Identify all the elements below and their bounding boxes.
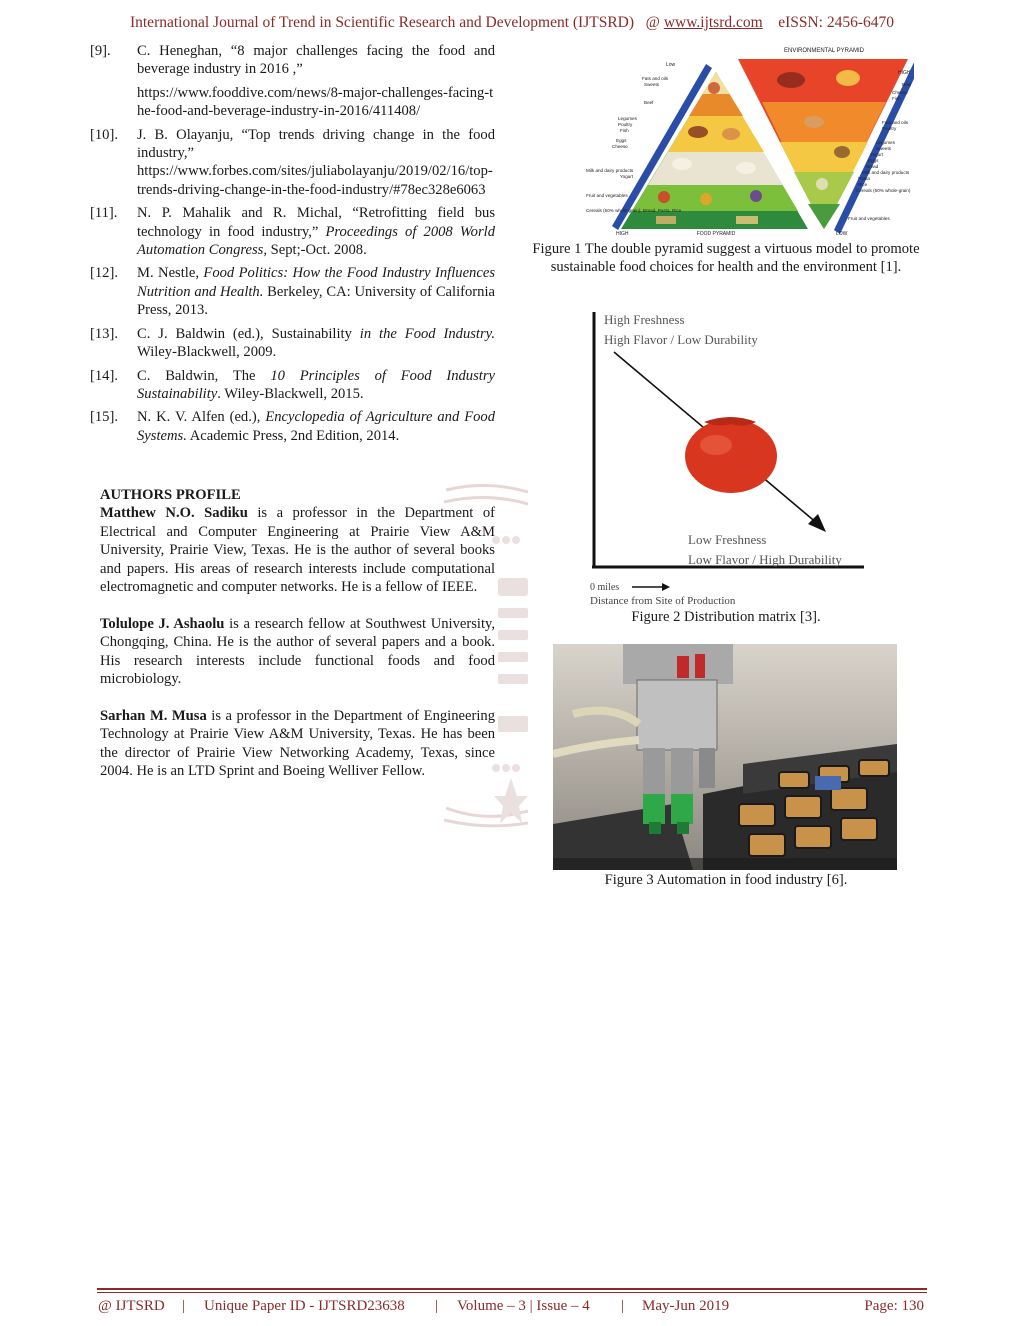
author-bio-text: is a research fellow at Southwest University, Chongqing, China. He is the author of several papers and a book. His research interests include functional foods and food microbiology. xyxy=(100,615,496,688)
pyramid-item-label: Fruit and vegetables xyxy=(586,193,628,198)
pyramid-item-label: Cheese xyxy=(892,90,908,95)
reference-text: Berkeley, CA: University of California Press, 2013. xyxy=(137,283,495,319)
env-pyramid-label: ENVIRONMENTAL PYRAMID xyxy=(783,48,865,54)
reference-title: in the Food Industry. xyxy=(359,325,495,342)
pyramid-item-label: Fats and oils xyxy=(882,120,909,125)
reference-title: Encyclopedia of Agriculture and Food Systems. xyxy=(137,409,495,444)
author-bio xyxy=(100,615,495,689)
reference-text: M. Nestle, xyxy=(137,265,204,282)
zero-miles-label: 0 miles xyxy=(590,582,620,593)
low-flavor-label: Low Flavor / High Durability xyxy=(688,552,842,567)
authors-profile xyxy=(100,486,495,799)
pyramid-item-label: Cheese xyxy=(612,144,628,149)
pyramid-item-label: Poultry xyxy=(618,122,633,127)
author-name: Sarhan M. Musa xyxy=(100,707,207,724)
reference-text: C. J. Baldwin (ed.), Sustainability xyxy=(137,325,360,342)
author-name: Matthew N.O. Sadiku xyxy=(100,505,248,522)
footer-paper-id: Unique Paper ID - IJTSRD23638 xyxy=(204,1298,405,1314)
reference-text: J. B. Olayanju, “Top trends driving change in the food industry,” xyxy=(137,126,495,162)
reference-text: Wiley-Blackwell, 2009. xyxy=(137,344,277,361)
reference-item xyxy=(90,126,495,200)
reference-text: . Wiley-Blackwell, 2015. xyxy=(217,385,364,402)
double-pyramid-figure xyxy=(586,44,914,237)
pyramid-item-label: Yogurt xyxy=(870,152,884,157)
eissn: eISSN: 2456-6470 xyxy=(778,14,895,31)
references-list xyxy=(90,42,495,450)
reference-title: Proceedings of 2008 World Automation Congress, xyxy=(137,223,495,259)
pyramid-item-label: Poultry xyxy=(882,126,897,131)
footer-rule xyxy=(97,1288,927,1290)
journal-url-link[interactable]: www.ijtsrd.com xyxy=(663,14,763,31)
reference-text: C. Heneghan, “8 major challenges facing the food and beverage industry in 2016 ,” xyxy=(137,43,495,78)
pyramid-item-label: Beef xyxy=(902,82,912,87)
pyramid-item-label: Sweets xyxy=(644,82,660,87)
footer-brand: @ IJTSRD xyxy=(98,1298,165,1314)
pyramid-item-label: Cereals (50% whole-grain) xyxy=(856,188,911,193)
author-bio-text: is a professor in the Department of Electrical and Computer Engineering at Prairie View A&M University, Prairie View, Texas. He is the author of several books and papers. His areas of research interests include computational electromagnetic and computer networks. He is a fellow of IEEE. xyxy=(100,505,495,596)
running-header xyxy=(0,14,1024,32)
reference-number: [10]. xyxy=(90,126,118,143)
pyramid-item-label: Fish xyxy=(620,128,629,133)
pyramid-item-label: Cereals (50% whole-grain), Bread, Pasta, Rice xyxy=(586,208,682,213)
author-bio xyxy=(100,504,495,596)
reference-number: [15]. xyxy=(90,409,118,426)
footer-rule-thin xyxy=(97,1292,927,1293)
reference-item xyxy=(90,264,495,319)
distance-axis-label: Distance from Site of Production xyxy=(590,595,736,606)
high-label: HIGH xyxy=(616,231,629,237)
footer-separator: | xyxy=(435,1298,439,1314)
reference-number: [13]. xyxy=(90,325,118,342)
pyramid-item-label: Fruit and vegetables xyxy=(848,216,890,221)
pyramid-item-label: Yogurt xyxy=(620,174,634,179)
pyramid-item-label: Rice xyxy=(858,182,868,187)
pyramid-item-label: Bread xyxy=(866,164,879,169)
reference-number: [9]. xyxy=(90,43,111,59)
reference-item xyxy=(90,204,495,259)
footer-date: May-Jun 2019 xyxy=(642,1298,730,1314)
reference-text: C. Baldwin, The xyxy=(137,367,271,384)
reference-item xyxy=(90,408,495,445)
footer-separator: | xyxy=(621,1298,625,1314)
pyramid-item-label: Legumes xyxy=(618,116,637,121)
at-sign: @ xyxy=(645,14,660,31)
reference-item xyxy=(90,42,495,121)
pyramid-item-label: Milk and dairy products xyxy=(862,170,910,175)
high-freshness-label: High Freshness xyxy=(604,312,685,327)
reference-link[interactable]: https://www.fooddive.com/news/8-major-challenges-facing-the-food-and-beverage-industry-in-2016/411408/ xyxy=(137,84,494,120)
pyramid-item-label: Legumes xyxy=(876,140,895,145)
reference-item xyxy=(90,367,495,404)
food-pyramid-label: FOOD PYRAMID xyxy=(696,231,736,237)
pyramid-item-label: Sweets xyxy=(876,146,892,151)
figure-2-caption: Figure 2 Distribution matrix [3]. xyxy=(631,609,821,625)
footer-volume: Volume – 3 | Issue – 4 xyxy=(457,1298,590,1314)
authors-heading: AUTHORS PROFILE xyxy=(100,487,241,503)
low-freshness-label: Low Freshness xyxy=(688,532,767,547)
pyramid-item-label: Pasta xyxy=(858,176,870,181)
reference-text: Academic Press, 2nd Edition, 2014. xyxy=(186,427,400,444)
pyramid-item-label: Fats and oils xyxy=(642,76,669,81)
reference-number: [12]. xyxy=(90,265,118,282)
distribution-matrix-figure xyxy=(586,310,876,606)
high-flavor-label: High Flavor / Low Durability xyxy=(604,332,758,347)
journal-name: International Journal of Trend in Scientific Research and Development (IJTSRD) xyxy=(129,14,635,31)
pyramid-item-label: Milk and dairy products xyxy=(586,168,634,173)
footer-separator: | xyxy=(182,1298,186,1314)
low-label: Low xyxy=(666,62,676,68)
reference-number: [14]. xyxy=(90,367,118,384)
pyramid-item-label: Eggs xyxy=(868,158,879,163)
pyramid-item-label: Beef xyxy=(644,100,654,105)
reference-item xyxy=(90,325,495,362)
author-bio xyxy=(100,707,495,781)
pyramid-item-label: Fish xyxy=(892,96,901,101)
author-bio-text: is a professor in the Department of Engineering Technology at Prairie View A&M University, Texas. He has been the director of Prairie View Networking Academy, Texas, since 2004. He is an LTD Sprint and Boeing Welliver Fellow. xyxy=(100,707,495,780)
low-label-bottom: LOW xyxy=(836,231,848,237)
figure-1-caption: Figure 1 The double pyramid suggest a virtuous model to promote sustainable food choices for health and the environment [1]. xyxy=(532,241,920,276)
footer-page-number: Page: 130 xyxy=(864,1298,924,1314)
high-label-top: HIGH xyxy=(898,70,911,76)
pyramid-item-label: Eggs xyxy=(616,138,627,143)
author-name: Tolulope J. Ashaolu xyxy=(100,615,225,632)
reference-link[interactable]: https://www.forbes.com/sites/juliabolayanju/2019/02/16/top-trends-driving-change-in-the-food-industry/#78ec328e6063 xyxy=(137,163,493,198)
reference-text: N. K. V. Alfen (ed.), xyxy=(137,409,266,426)
reference-title: 10 Principles of Food Industry Sustainability xyxy=(137,367,495,402)
reference-number: [11]. xyxy=(90,205,118,222)
reference-text: N. P. Mahalik and R. Michal, “Retrofitting field bus technology in food industry,” xyxy=(137,205,495,240)
food-automation-photo xyxy=(553,644,897,870)
figure-3-caption: Figure 3 Automation in food industry [6]. xyxy=(604,872,848,888)
reference-title: Food Politics: How the Food Industry Influences Nutrition and Health. xyxy=(137,265,495,300)
reference-text: Sept;-Oct. 2008. xyxy=(267,242,367,259)
